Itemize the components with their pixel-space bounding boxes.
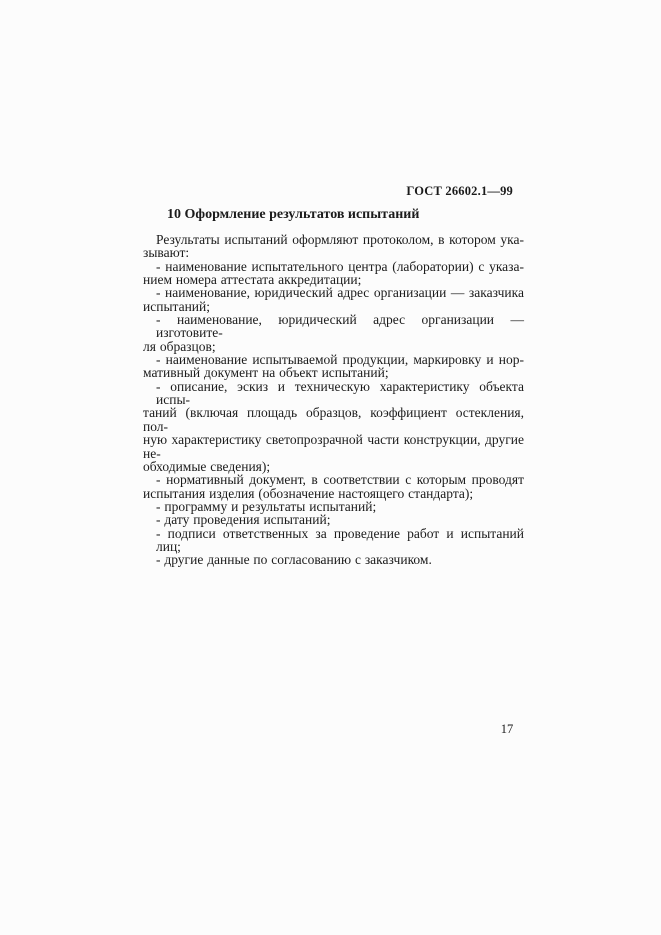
- body-text: [143, 233, 524, 567]
- text-line: - нормативный документ, в соответствии с которым проводят: [156, 472, 524, 488]
- text-line: - описание, эскиз и техническую характеристику объекта испы-: [156, 378, 524, 408]
- page-number: 17: [500, 722, 514, 736]
- text-line: ля образцов;: [143, 338, 216, 354]
- section-heading: 10 Оформление результатов испытаний: [167, 207, 420, 222]
- running-header-standard-number: ГОСТ 26602.1—99: [406, 184, 513, 198]
- text-line: - наименование, юридический адрес организации — изготовите-: [156, 312, 524, 341]
- text-line: обходимые сведения);: [143, 458, 271, 474]
- text-line: Результаты испытаний оформляют протоколом, в котором ука-: [156, 232, 524, 247]
- text-line: - дату проведения испытаний;: [156, 512, 331, 528]
- text-line: - программу и результаты испытаний;: [156, 498, 377, 514]
- text-line: испытаний;: [143, 298, 210, 314]
- text-line: - наименование, юридический адрес организации — заказчика: [156, 285, 524, 301]
- text-line: испытания изделия (обозначение настоящего стандарта);: [143, 485, 474, 501]
- text-line: - подписи ответственных за проведение работ и испытаний лиц;: [156, 525, 524, 554]
- text-line: - другие данные по согласованию с заказчиком.: [156, 552, 432, 568]
- text-line: ную характеристику светопрозрачной части конструкции, другие не-: [143, 432, 524, 461]
- text-line: нием номера аттестата аккредитации;: [143, 272, 362, 288]
- text-line: - наименование испытательного центра (лаборатории) с указа-: [156, 258, 524, 274]
- text-line: - наименование испытываемой продукции, маркировку и нор-: [156, 352, 524, 368]
- text-line: мативный документ на объект испытаний;: [143, 365, 389, 381]
- text-line: таний (включая площадь образцов, коэффициент остекления, пол-: [143, 405, 524, 434]
- text-line: зывают:: [143, 245, 190, 261]
